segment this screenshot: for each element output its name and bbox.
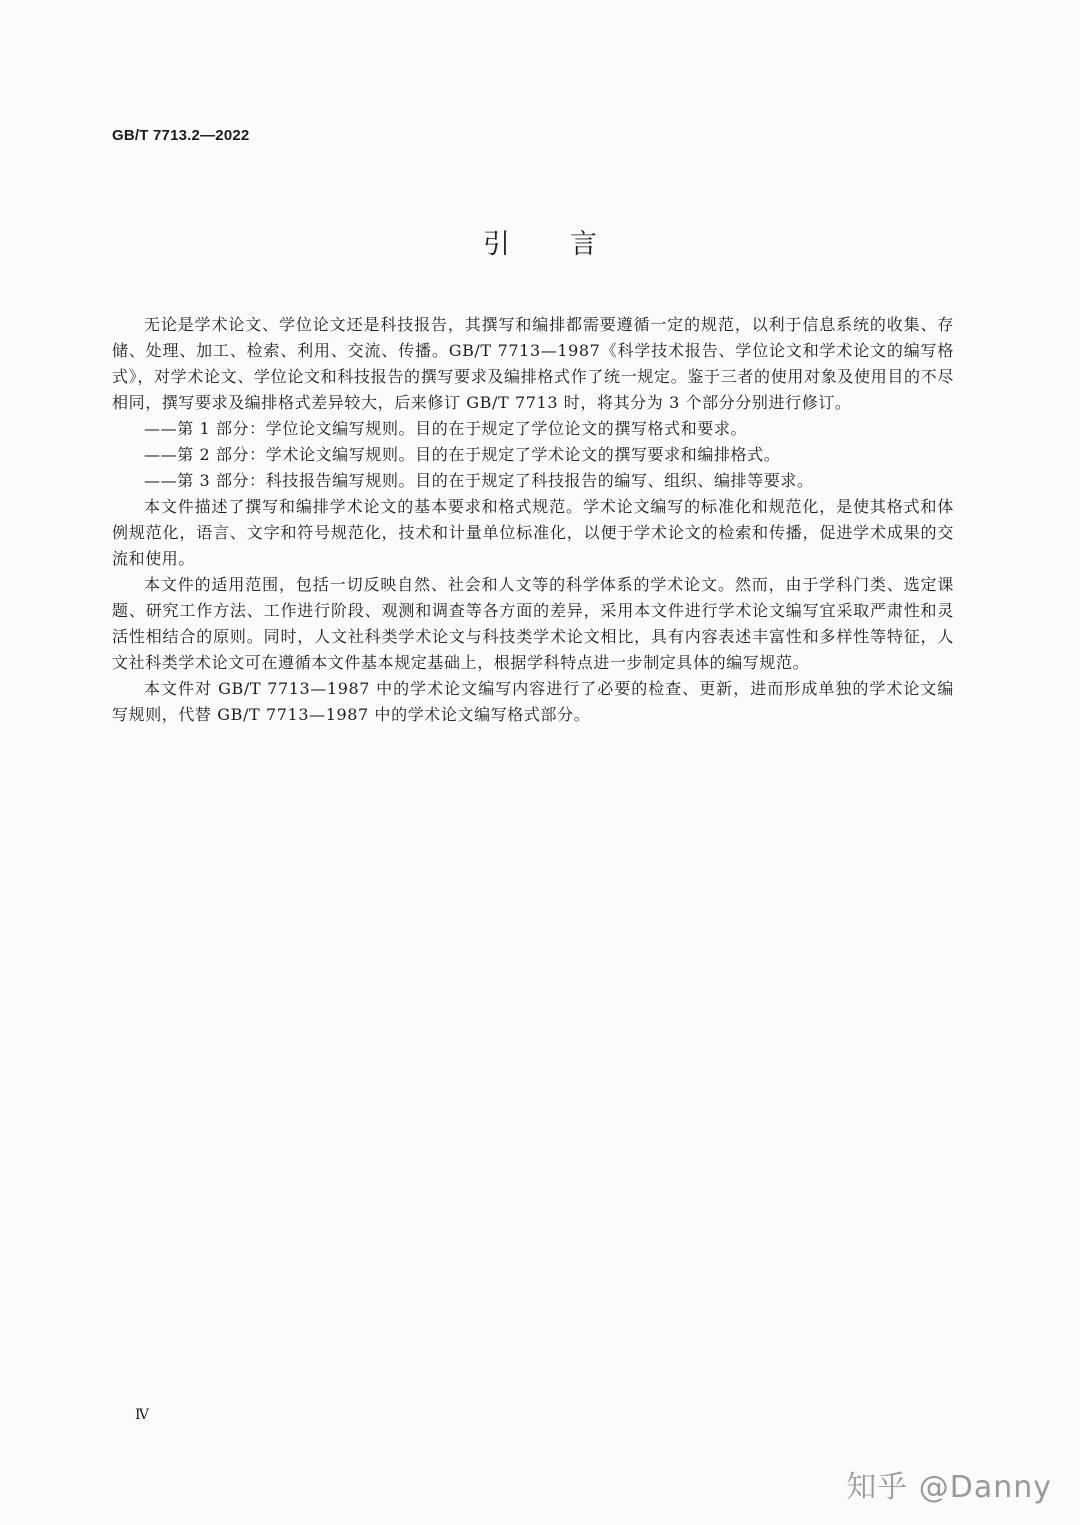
paragraph-replacement: 本文件对 GB/T 7713—1987 中的学术论文编写内容进行了必要的检查、更新，进而形成单独的学术论文编写规则，代替 GB/T 7713—1987 中的学术论文编写格式部分。 [112,679,954,724]
paragraph-scope: 本文件的适用范围，包括一切反映自然、社会和人文等的科学体系的学术论文。然而，由于学科门类、选定课题、研究工作方法、工作进行阶段、观测和调查等各方面的差异，采用本文件进行学术论文编写宜采取严肃性和灵活性相结合的原则。同时，人文社科类学术论文与科技类学术论文相比，具有内容表述丰富性和多样性等特征，人文社科类学术论文可在遵循本文件基本规定基础上，根据学科特点进一步制定具体的编写规范。 [112,575,954,672]
list-item-part-2: ——第 2 部分：学术论文编写规则。目的在于规定了学术论文的撰写要求和编排格式。 [144,445,781,464]
body-text [112,312,954,728]
page-title: 引言 [483,229,657,260]
page-number: Ⅳ [135,1407,149,1423]
list-item-part-1: ——第 1 部分：学位论文编写规则。目的在于规定了学位论文的撰写格式和要求。 [144,419,748,438]
watermark: 知乎 @Danny [846,1470,1052,1505]
standard-code: GB/T 7713.2—2022 [112,127,250,144]
paragraph-description: 本文件描述了撰写和编排学术论文的基本要求和格式规范。学术论文编写的标准化和规范化，是使其格式和体例规范化，语言、文字和符号规范化，技术和计量单位标准化，以便于学术论文的检索和传播，促进学术成果的交流和使用。 [112,497,954,568]
list-item-part-3: ——第 3 部分：科技报告编写规则。目的在于规定了科技报告的编写、组织、编排等要求。 [144,471,814,490]
paragraph-intro: 无论是学术论文、学位论文还是科技报告，其撰写和编排都需要遵循一定的规范，以利于信息系统的收集、存储、处理、加工、检索、利用、交流、传播。GB/T 7713—1987《科学技术报告、学位论文和学术论文的编写格式》，对学术论文、学位论文和科技报告的撰写要求及编排格式作了统一规定。鉴于三者的使用对象及使用目的不尽相同，撰写要求及编排格式差异较大，后来修订 GB/T 7713 时，将其分为 3 个部分分别进行修订。 [112,315,954,412]
